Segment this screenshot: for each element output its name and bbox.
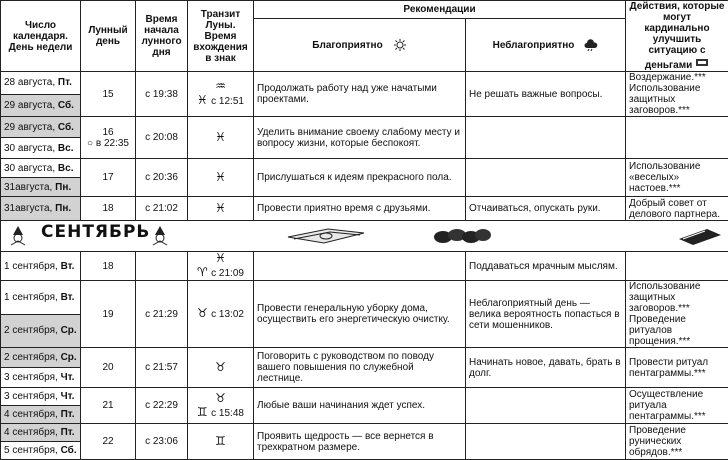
date-label: 31августа, (4, 182, 55, 193)
date-label: 29 августа, (4, 100, 58, 111)
table-row (1, 281, 728, 315)
table-row (1, 159, 728, 178)
moon-transit-cell (188, 348, 254, 388)
favorable-text: Проявить щедрость — все вернется в трехкратном размере. (257, 431, 434, 453)
start-time: с 23:06 (145, 436, 178, 447)
money-cell (626, 424, 728, 460)
start-time: с 21:29 (145, 309, 178, 320)
moon-transit-cell (188, 252, 254, 281)
start-time-cell (136, 117, 188, 159)
start-time-cell (136, 197, 188, 221)
date-cell (1, 368, 81, 388)
unfavorable-text: Отчаиваться, опускать руки. (469, 203, 601, 214)
money-cell (626, 348, 728, 388)
start-time-cell (136, 159, 188, 197)
unfavorable-text: Начинать новое, давать, брать в долг. (469, 357, 621, 379)
lunar-day-cell (81, 388, 136, 424)
start-time: с 21:57 (145, 362, 178, 373)
header-money-label: Действия, которые могут кардинально улучшить ситуацию с деньгами (630, 1, 725, 71)
date-label: 2 сентября, (4, 325, 61, 336)
lunar-day-cell (81, 72, 136, 117)
date-cell (1, 348, 81, 368)
start-time-cell (136, 424, 188, 460)
favorable-text: Прислушаться к идеям прекрасного пола. (257, 172, 452, 183)
date-label: 30 августа, (4, 143, 58, 154)
cloud-icon (584, 39, 598, 51)
date-label: 5 сентября, (4, 445, 61, 456)
weekday-label: Чт. (61, 372, 75, 383)
date-label: 2 сентября, (4, 352, 61, 363)
zodiac-sign-icon: ♉ (197, 306, 208, 320)
weekday-label: Вт. (61, 261, 75, 272)
lunar-day-number: 21 (84, 400, 132, 411)
date-cell (1, 442, 81, 460)
weekday-label: Сб. (58, 100, 74, 111)
lunar-day-number: 18 (84, 261, 132, 272)
unfavorable-cell (466, 252, 626, 281)
start-time-cell (136, 348, 188, 388)
lunar-day-number: 15 (84, 89, 132, 100)
lunar-day-number: 18 (84, 203, 132, 214)
weekday-label: Ср. (61, 325, 77, 336)
zodiac-sign-icon: ♓ (215, 201, 226, 215)
favorable-cell (254, 197, 466, 221)
coins-icon (433, 225, 493, 247)
start-time-cell (136, 388, 188, 424)
money-text: Использование «веселых» настоев.*** (629, 161, 700, 194)
lunar-day-number: 20 (84, 362, 132, 373)
start-time: с 20:36 (145, 172, 178, 183)
money-cell (626, 197, 728, 221)
date-label: 31августа, (4, 203, 55, 214)
date-cell (1, 117, 81, 138)
header-unfavorable-label: Неблагоприятно (493, 40, 575, 51)
unfavorable-cell (466, 159, 626, 197)
zodiac-sign-icon: ♉ (215, 391, 226, 405)
zodiac-entry-time: с 15:48 (211, 408, 244, 419)
weekday-label: Вт. (61, 292, 75, 303)
header-start-time: Время начала лунного дня (136, 1, 188, 72)
zodiac-sign-icon: ♉ (215, 360, 226, 374)
favorable-text: Уделить внимание своему слабому месту и вопросу жизни, которые беспокоят. (257, 127, 460, 149)
weekday-label: Ср. (61, 352, 77, 363)
unfavorable-cell (466, 72, 626, 117)
moon-transit-cell (188, 388, 254, 424)
lunar-day-cell (81, 348, 136, 388)
moon-transit-cell (188, 281, 254, 348)
unfavorable-text: Неблагоприятный день — велика вероятность попасться в сети мошенников. (469, 298, 620, 331)
weekday-label: Пн. (55, 203, 71, 214)
date-label: 4 сентября, (4, 427, 61, 438)
header-favorable-label: Благоприятно (312, 40, 382, 51)
table-row (1, 72, 728, 95)
table-row (1, 348, 728, 368)
moon-transit-cell (188, 117, 254, 159)
money-text: Использование защитных заговоров.*** Проведение ритуалов прощения.*** (629, 281, 700, 347)
lunar-day-cell (81, 117, 136, 159)
favorable-text: Провести генеральную уборку дома, осуществить его энергетическую очистку. (257, 303, 450, 325)
money-text: Осуществление ритуала пентаграммы.*** (629, 389, 706, 422)
witch-icon (7, 225, 29, 247)
zodiac-entry-time: с 12:51 (211, 96, 244, 107)
table-row (1, 197, 728, 221)
start-time: с 19:38 (145, 89, 178, 100)
table-row (1, 388, 728, 406)
date-cell (1, 314, 81, 348)
favorable-text: Продолжать работу над уже начатыми проектами. (257, 83, 437, 105)
table-row (1, 252, 728, 281)
table-row (1, 117, 728, 138)
zodiac-sign-icon: ♓ (215, 252, 226, 266)
start-time: с 20:08 (145, 132, 178, 143)
start-time-cell (136, 252, 188, 281)
money-icon (677, 225, 723, 247)
date-cell (1, 178, 81, 197)
favorable-cell (254, 388, 466, 424)
lunar-day-cell (81, 197, 136, 221)
money-text: Воздержание.*** Использование защитных заговоров.*** (629, 72, 706, 116)
zodiac-sign-icon: ♓ (215, 170, 226, 184)
header-recommendations: Рекомендации (254, 1, 626, 19)
date-label: 3 сентября, (4, 372, 61, 383)
weekday-label: Пн. (55, 182, 71, 193)
weekday-label: Сб. (58, 122, 74, 133)
lunar-day-cell (81, 159, 136, 197)
witch-icon (149, 225, 171, 247)
weekday-label: Пт. (61, 409, 75, 420)
unfavorable-cell (466, 424, 626, 460)
favorable-cell (254, 424, 466, 460)
weekday-label: Сб. (61, 445, 77, 456)
lunar-day-cell (81, 281, 136, 348)
header-favorable (254, 19, 466, 72)
date-cell (1, 388, 81, 406)
favorable-text: Провести приятно время с друзьями. (257, 203, 430, 214)
unfavorable-text: Не решать важные вопросы. (469, 89, 602, 100)
money-cell (626, 252, 728, 281)
zodiac-entry-time: с 21:09 (211, 268, 244, 279)
money-cell (626, 117, 728, 159)
zodiac-sign-icon: ♓ (215, 130, 226, 144)
start-time-cell (136, 72, 188, 117)
date-cell (1, 159, 81, 178)
lunar-day-number: 19 (84, 309, 132, 320)
start-time: с 21:02 (145, 203, 178, 214)
unfavorable-cell (466, 197, 626, 221)
favorable-cell (254, 72, 466, 117)
date-cell (1, 197, 81, 221)
lunar-day-number: 22 (84, 436, 132, 447)
favorable-text: Любые ваши начинания ждет успех. (257, 400, 425, 411)
zodiac-sign-icon: ♊ (215, 434, 226, 448)
lunar-day-number: 16 (84, 127, 132, 138)
unfavorable-cell (466, 281, 626, 348)
zodiac-sign-icon: ♒ (215, 79, 226, 93)
favorable-text: Поговорить с руководством по поводу вашего повышения по служебной лестнице. (257, 351, 434, 384)
date-label: 28 августа, (4, 77, 58, 88)
date-label: 4 сентября, (4, 409, 61, 420)
moon-transit-cell (188, 424, 254, 460)
unfavorable-text: Поддаваться мрачным мыслям. (469, 261, 618, 272)
start-time-cell (136, 281, 188, 348)
weekday-label: Пт. (58, 77, 72, 88)
header-date: Число календаря. День недели (1, 1, 81, 72)
zodiac-sign-icon: ♓ (197, 93, 208, 107)
header-lunar-day: Лунный день (81, 1, 136, 72)
date-label: 1 сентября, (4, 261, 61, 272)
date-label: 3 сентября, (4, 391, 61, 402)
moon-transit-cell (188, 72, 254, 117)
moon-transit-cell (188, 197, 254, 221)
unfavorable-cell (466, 348, 626, 388)
header-moon-transit: Транзит Луны. Время вхождения в знак (188, 1, 254, 72)
favorable-cell (254, 281, 466, 348)
money-text: Провести ритуал пентаграммы.*** (629, 357, 708, 379)
weekday-label: Пт. (61, 427, 75, 438)
table-row (1, 424, 728, 442)
month-separator (1, 221, 728, 252)
zodiac-sign-icon: ♈ (197, 265, 208, 279)
month-title: СЕНТЯБРЬ (41, 227, 150, 238)
lunar-day-cell (81, 424, 136, 460)
zodiac-sign-icon: ♊ (197, 405, 208, 419)
unfavorable-cell (466, 388, 626, 424)
header-money-actions (626, 1, 728, 72)
money-cell (626, 281, 728, 348)
date-label: 1 сентября, (4, 292, 61, 303)
full-moon-time: ○ в 22:35 (84, 138, 132, 149)
favorable-cell (254, 252, 466, 281)
date-cell (1, 424, 81, 442)
date-cell (1, 72, 81, 95)
date-label: 29 августа, (4, 122, 58, 133)
money-text: Добрый совет от делового партнера. (629, 198, 720, 220)
date-cell (1, 406, 81, 424)
weekday-label: Вс. (58, 163, 74, 174)
money-text: Проведение рунических обрядов.*** (629, 425, 686, 458)
date-cell (1, 252, 81, 281)
date-cell (1, 138, 81, 159)
header-unfavorable (466, 19, 626, 72)
money-cell (626, 388, 728, 424)
money-icon (695, 56, 709, 68)
money-cell (626, 72, 728, 117)
lunar-day-number: 17 (84, 172, 132, 183)
sun-icon (393, 39, 407, 51)
favorable-cell (254, 348, 466, 388)
unfavorable-cell (466, 117, 626, 159)
weekday-label: Вс. (58, 143, 74, 154)
date-cell (1, 281, 81, 315)
date-label: 30 августа, (4, 163, 58, 174)
start-time: с 22:29 (145, 400, 178, 411)
favorable-cell (254, 117, 466, 159)
date-cell (1, 94, 81, 117)
banknotes-icon (286, 225, 366, 247)
lunar-day-cell (81, 252, 136, 281)
favorable-cell (254, 159, 466, 197)
moon-transit-cell (188, 159, 254, 197)
money-cell (626, 159, 728, 197)
weekday-label: Чт. (61, 391, 75, 402)
zodiac-entry-time: с 13:02 (211, 309, 244, 320)
